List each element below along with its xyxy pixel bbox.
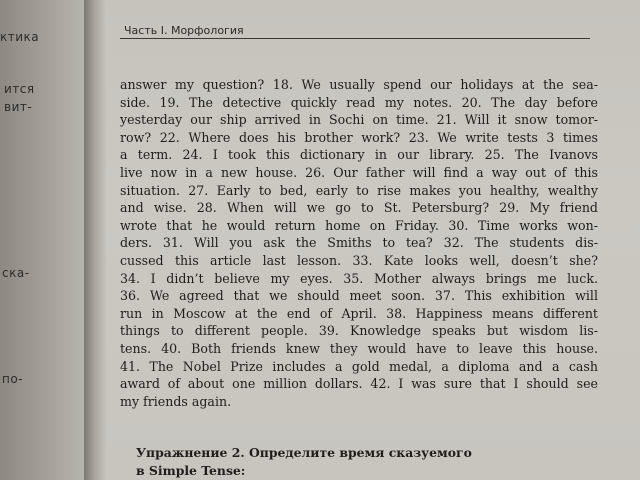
- left-page-fragment: вит-: [4, 100, 33, 114]
- text-line: tens. 40. Both friends knew they would have to leave this house.: [120, 340, 598, 356]
- text-line: 34. I didn’t believe my eyes. 35. Mother always brings me luck.: [120, 270, 598, 286]
- text-line: a term. 24. I took this dictionary in our library. 25. The Ivanovs: [120, 147, 598, 163]
- left-page-fragment: ска-: [2, 266, 30, 280]
- left-page-fragment: ится: [4, 82, 35, 96]
- running-head: Часть I. Морфология: [124, 24, 244, 37]
- exercise-heading-line: Упражнение 2. Определите время сказуемого: [136, 445, 472, 460]
- left-page-fragment: по-: [2, 372, 24, 386]
- text-line: situation. 27. Early to bed, early to rise makes you healthy, wealthy: [120, 182, 598, 198]
- text-line: run in Moscow at the end of April. 38. Happiness means different: [120, 305, 598, 321]
- exercise-text: [120, 76, 598, 410]
- text-line: 41. The Nobel Prize includes a gold medal, a diploma and a cash: [120, 358, 598, 374]
- text-line: ders. 31. Will you ask the Smiths to tea? 32. The students dis-: [120, 235, 598, 251]
- text-line: wrote that he would return home on Friday. 30. Time works won-: [120, 217, 598, 233]
- text-line: and wise. 28. When will we go to St. Petersburg? 29. My friend: [120, 200, 598, 216]
- text-line: answer my question? 18. We usually spend our holidays at the sea-: [120, 77, 598, 92]
- text-line: live now in a new house. 26. Our father will find a way out of this: [120, 164, 598, 180]
- header-rule: [120, 38, 590, 39]
- text-line: cussed this article last lesson. 33. Kate looks well, doesn’t she?: [120, 252, 598, 268]
- text-line: my friends again.: [120, 393, 232, 409]
- left-page-edge: [0, 0, 84, 480]
- text-line: side. 19. The detective quickly read my notes. 20. The day before: [120, 94, 598, 110]
- book-gutter: [84, 0, 106, 480]
- exercise-heading-line: в Simple Tense:: [136, 463, 246, 478]
- left-page-fragment: ктика: [0, 30, 40, 44]
- text-line: 36. We agreed that we should meet soon. 37. This exhibition will: [120, 288, 598, 304]
- text-line: award of about one million dollars. 42. I was sure that I should see: [120, 376, 598, 392]
- text-line: yesterday our ship arrived in Sochi on time. 21. Will it snow tomor-: [120, 112, 598, 128]
- text-line: row? 22. Where does his brother work? 23. We write tests 3 times: [120, 129, 598, 145]
- exercise-heading: [136, 444, 596, 480]
- text-line: things to different people. 39. Knowledge speaks but wisdom lis-: [120, 323, 598, 339]
